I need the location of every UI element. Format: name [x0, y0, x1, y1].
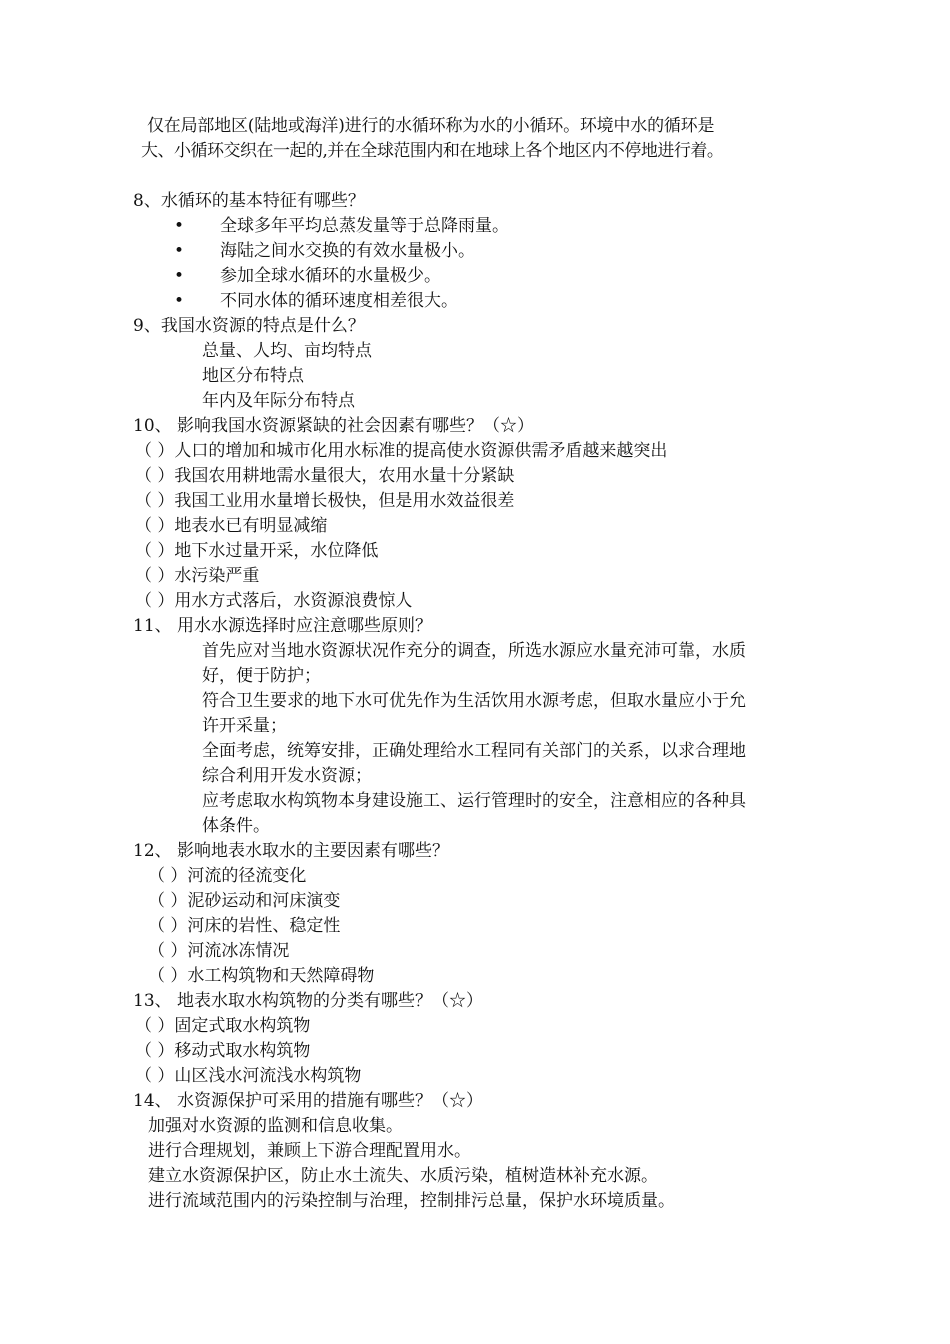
q8-item-3: 参加全球水循环的水量极少。 [220, 266, 441, 286]
q12-item-2: （ ）泥砂运动和河床演变 [148, 891, 341, 911]
q10-item-1: （ ）人口的增加和城市化用水标准的提高使水资源供需矛盾越来越突出 [135, 441, 668, 461]
q9-title: 9、我国水资源的特点是什么？ [133, 316, 365, 336]
q13-item-1: （ ）固定式取水构筑物 [135, 1016, 311, 1036]
bullet-icon: • [174, 266, 185, 286]
q10-item-6: （ ）水污染严重 [135, 566, 260, 586]
q11-line-4: 许开采量； [202, 716, 287, 736]
q8-item-1: 全球多年平均总蒸发量等于总降雨量。 [220, 216, 509, 236]
q13-item-3: （ ）山区浅水河流浅水构筑物 [135, 1066, 362, 1086]
q10-title: 10、 影响我国水资源紧缺的社会因素有哪些？（☆） [133, 416, 535, 436]
q13-item-2: （ ）移动式取水构筑物 [135, 1041, 311, 1061]
q10-item-5: （ ）地下水过量开采，水位降低 [135, 541, 379, 561]
q10-item-7: （ ）用水方式落后，水资源浪费惊人 [135, 591, 413, 611]
q11-line-7: 应考虑取水构筑物本身建设施工、运行管理时的安全，注意相应的各种具 [202, 791, 746, 811]
bullet-icon: • [174, 241, 185, 261]
q11-line-2: 好，便于防护； [202, 666, 321, 686]
q12-item-1: （ ）河流的径流变化 [148, 866, 307, 886]
q14-item-4: 进行流域范围内的污染控制与治理，控制排污总量，保护水环境质量。 [148, 1191, 675, 1211]
q13-title: 13、 地表水取水构筑物的分类有哪些？（☆） [133, 991, 484, 1011]
q14-item-3: 建立水资源保护区，防止水土流失、水质污染，植树造林补充水源。 [148, 1166, 658, 1186]
q9-item-1: 总量、人均、亩均特点 [202, 341, 372, 361]
q10-item-3: （ ）我国工业用水量增长极快，但是用水效益很差 [135, 491, 515, 511]
q8-title: 8、水循环的基本特征有哪些？ [133, 191, 365, 211]
intro-line-1: 仅在局部地区(陆地或海洋)进行的水循环称为水的小循环。环境中水的循环是 [147, 116, 715, 136]
q12-title: 12、 影响地表水取水的主要因素有哪些？ [133, 841, 450, 861]
q11-line-3: 符合卫生要求的地下水可优先作为生活饮用水源考虑，但取水量应小于允 [202, 691, 746, 711]
intro-line-2: 大、小循环交织在一起的,并在全球范围内和在地球上各个地区内不停地进行着。 [141, 141, 724, 161]
q10-item-4: （ ）地表水已有明显减缩 [135, 516, 328, 536]
q12-item-4: （ ）河流冰冻情况 [148, 941, 290, 961]
q11-line-1: 首先应对当地水资源状况作充分的调查，所选水源应水量充沛可靠，水质 [202, 641, 746, 661]
q8-item-2: 海陆之间水交换的有效水量极小。 [220, 241, 475, 261]
q14-item-2: 进行合理规划，兼顾上下游合理配置用水。 [148, 1141, 471, 1161]
q14-item-1: 加强对水资源的监测和信息收集。 [148, 1116, 403, 1136]
bullet-icon: • [174, 216, 185, 236]
q11-title: 11、 用水水源选择时应注意哪些原则？ [133, 616, 433, 636]
q12-item-3: （ ）河床的岩性、稳定性 [148, 916, 341, 936]
q8-item-4: 不同水体的循环速度相差很大。 [220, 291, 458, 311]
q11-line-8: 体条件。 [202, 816, 270, 836]
q11-line-6: 综合利用开发水资源； [202, 766, 372, 786]
q9-item-2: 地区分布特点 [202, 366, 304, 386]
q10-item-2: （ ）我国农用耕地需水量很大，农用水量十分紧缺 [135, 466, 515, 486]
q11-line-5: 全面考虑，统筹安排，正确处理给水工程同有关部门的关系，以求合理地 [202, 741, 746, 761]
q9-item-3: 年内及年际分布特点 [202, 391, 355, 411]
q12-item-5: （ ）水工构筑物和天然障碍物 [148, 966, 375, 986]
bullet-icon: • [174, 291, 185, 311]
q14-title: 14、 水资源保护可采用的措施有哪些？（☆） [133, 1091, 484, 1111]
